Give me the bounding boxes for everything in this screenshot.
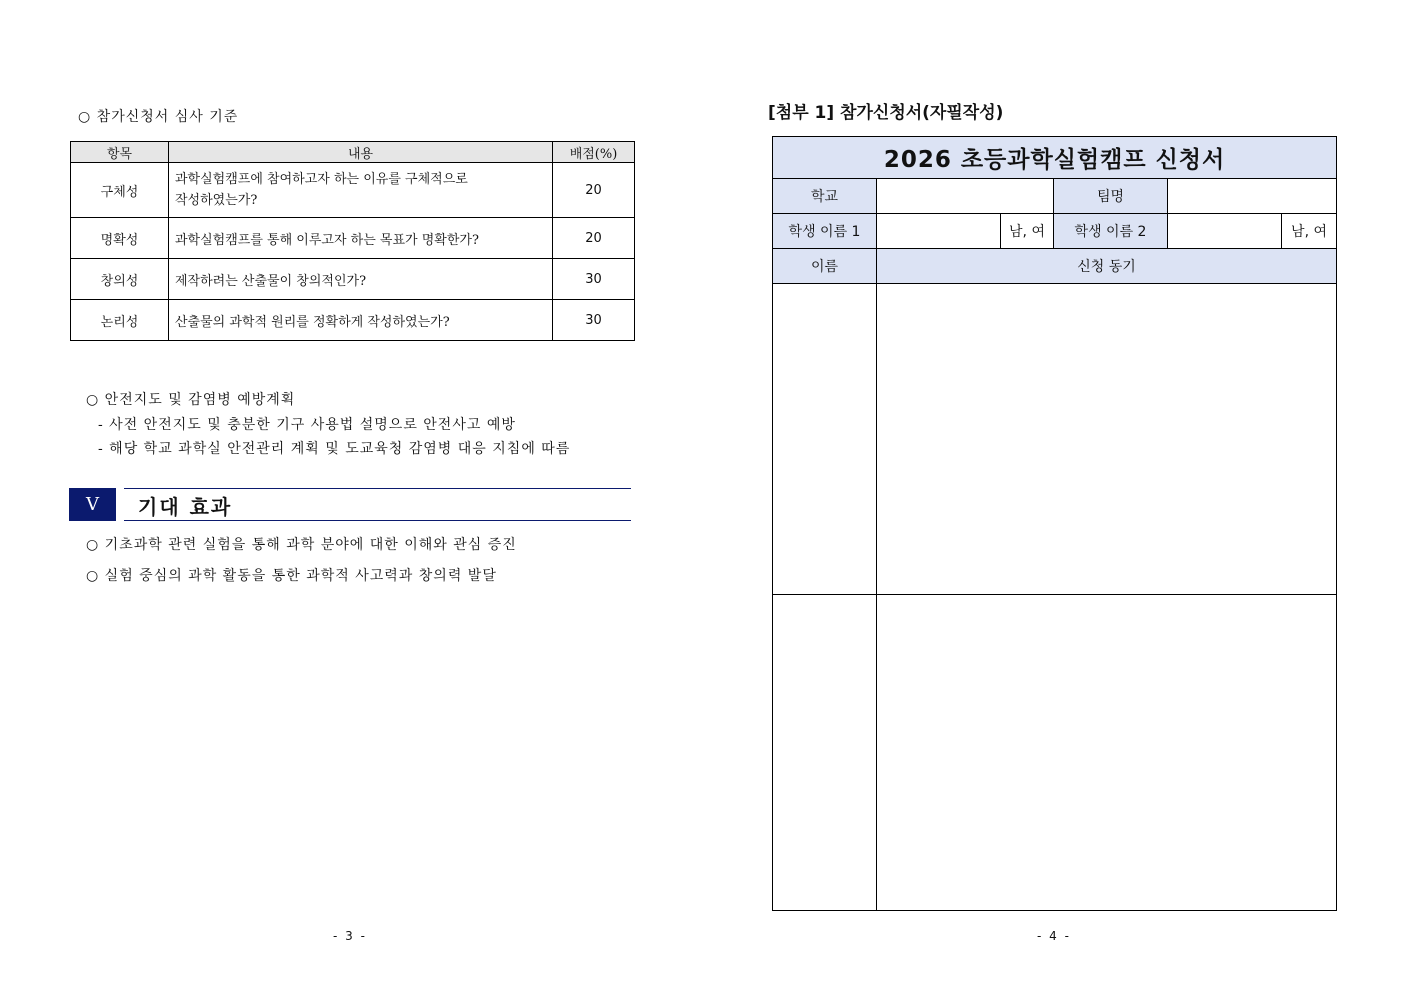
criteria-content: 과학실험캠프를 통해 이루고자 하는 목표가 명확한가?: [169, 218, 553, 259]
criteria-item: 논리성: [71, 300, 169, 341]
motive-entry-field[interactable]: [877, 595, 1337, 911]
criteria-header-row: [71, 142, 635, 163]
form-title-row: [773, 137, 1337, 179]
page-number-right: - 4 -: [1037, 929, 1071, 943]
team-field[interactable]: [1168, 179, 1337, 214]
criteria-content-line: 작성하였는가?: [175, 193, 258, 208]
criteria-score: 20: [553, 163, 635, 218]
table-row: [71, 300, 635, 341]
criteria-item: 명확성: [71, 218, 169, 259]
criteria-score: 20: [553, 218, 635, 259]
student1-gender[interactable]: 남, 여: [1001, 214, 1054, 249]
student2-gender[interactable]: 남, 여: [1282, 214, 1337, 249]
section-top-rule: [124, 488, 631, 489]
criteria-table: [70, 141, 635, 341]
student2-field[interactable]: [1168, 214, 1282, 249]
motive-entry-field[interactable]: [877, 284, 1337, 595]
criteria-item: 창의성: [71, 259, 169, 300]
safety-heading: ○ 안전지도 및 감염병 예방계획: [86, 392, 296, 408]
criteria-heading: ○ 참가신청서 심사 기준: [78, 109, 239, 125]
criteria-score: 30: [553, 300, 635, 341]
effect-bullet: ○ 실험 중심의 과학 활동을 통한 과학적 사고력과 창의력 발달: [86, 568, 497, 584]
section-numeral-box: Ⅴ: [69, 488, 116, 521]
effect-bullet: ○ 기초과학 관련 실험을 통해 과학 분야에 대한 이해와 관심 증진: [86, 537, 517, 553]
student1-field[interactable]: [877, 214, 1001, 249]
table-row: [71, 218, 635, 259]
header-score: 배점(%): [553, 142, 635, 163]
name-label: 이름: [773, 249, 877, 284]
criteria-content: [169, 163, 553, 218]
student2-label: 학생 이름 2: [1054, 214, 1168, 249]
table-row: [71, 259, 635, 300]
form-row: [773, 249, 1337, 284]
table-row: [71, 163, 635, 218]
form-entry-row: [773, 595, 1337, 911]
team-label: 팀명: [1054, 179, 1168, 214]
form-title: 2026 초등과학실험캠프 신청서: [773, 137, 1337, 179]
section-bottom-rule: [124, 520, 631, 521]
attachment-title: [첨부 1] 참가신청서(자필작성): [768, 103, 1004, 123]
school-label: 학교: [773, 179, 877, 214]
school-field[interactable]: [877, 179, 1054, 214]
safety-line: - 해당 학교 과학실 안전관리 계획 및 도교육청 감염병 대응 지침에 따름: [98, 441, 571, 457]
header-content: 내용: [169, 142, 553, 163]
form-row: [773, 214, 1337, 249]
student1-label: 학생 이름 1: [773, 214, 877, 249]
criteria-content: 산출물의 과학적 원리를 정확하게 작성하였는가?: [169, 300, 553, 341]
criteria-item: 구체성: [71, 163, 169, 218]
motive-label: 신청 동기: [877, 249, 1337, 284]
criteria-score: 30: [553, 259, 635, 300]
form-row: [773, 179, 1337, 214]
name-entry-field[interactable]: [773, 284, 877, 595]
application-form: [772, 136, 1337, 911]
criteria-content: 제작하려는 산출물이 창의적인가?: [169, 259, 553, 300]
section-title: 기대 효과: [138, 495, 233, 519]
safety-line: - 사전 안전지도 및 충분한 기구 사용법 설명으로 안전사고 예방: [98, 417, 516, 433]
criteria-content-line: 과학실험캠프에 참여하고자 하는 이유를 구체적으로: [175, 172, 468, 187]
name-entry-field[interactable]: [773, 595, 877, 911]
page-number-left: - 3 -: [333, 929, 367, 943]
header-item: 항목: [71, 142, 169, 163]
form-entry-row: [773, 284, 1337, 595]
